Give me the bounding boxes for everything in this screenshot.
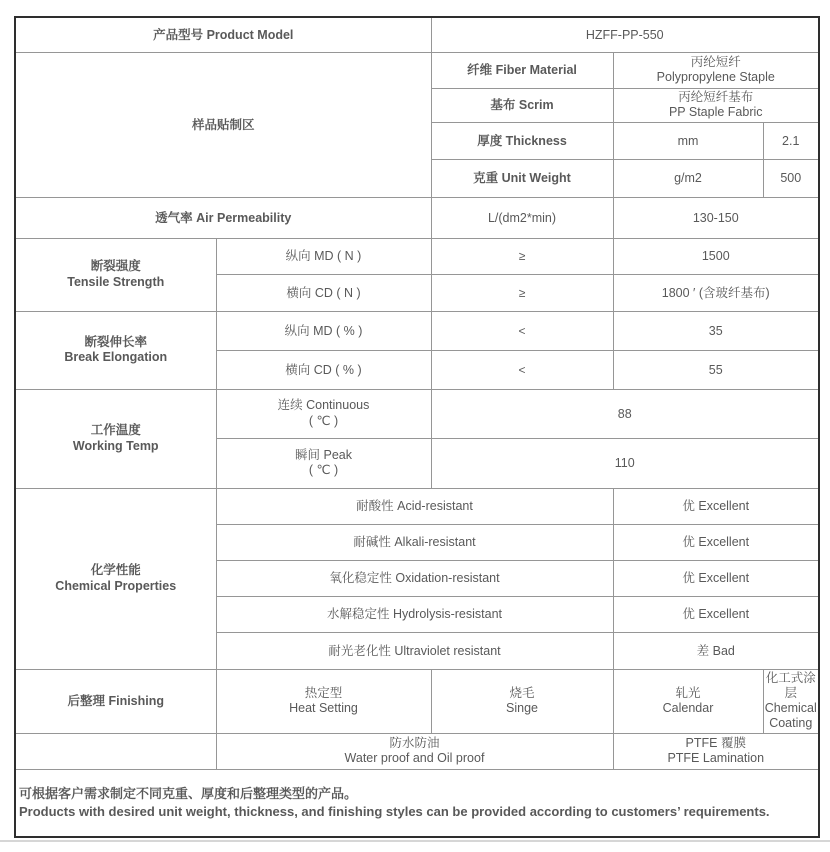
fiber-value bbox=[613, 52, 819, 88]
tensile-cd-operator: ≥ bbox=[431, 274, 613, 311]
break-elongation-header-cn: 断裂伸长率 bbox=[84, 334, 147, 349]
continuous-temp-label-cn: 连续 Continuous bbox=[277, 398, 370, 412]
continuous-temp-value: 88 bbox=[431, 389, 819, 438]
ptfe-lamination-en: PTFE Lamination bbox=[667, 751, 765, 765]
break-elongation-header-en: Break Elongation bbox=[64, 350, 168, 364]
ultraviolet-resistant-label: 耐光老化性 Ultraviolet resistant bbox=[216, 632, 613, 669]
finishing-singe-en: Singe bbox=[506, 701, 538, 715]
finishing-calendar-cn: 轧光 bbox=[675, 685, 701, 700]
tensile-cd-label: 横向 CD ( N ) bbox=[216, 274, 431, 311]
peak-temp-label bbox=[216, 438, 431, 488]
waterproof-en: Water proof and Oil proof bbox=[344, 751, 485, 765]
alkali-resistant-label: 耐碱性 Alkali-resistant bbox=[216, 524, 613, 560]
finishing-singe bbox=[431, 669, 613, 733]
scrim-value-cn: 丙纶短纤基布 bbox=[678, 89, 754, 104]
chemical-properties-header-en: Chemical Properties bbox=[55, 578, 177, 593]
tensile-strength-header bbox=[15, 238, 216, 311]
waterproof-cell bbox=[216, 733, 613, 769]
finishing-singe-cn: 烧毛 bbox=[509, 685, 535, 700]
bottom-divider bbox=[0, 840, 830, 842]
sample-area-cell: 样品贴制区 bbox=[15, 52, 431, 197]
oxidation-resistant-label: 氧化稳定性 Oxidation-resistant bbox=[216, 560, 613, 596]
ultraviolet-resistant-value: 差 Bad bbox=[613, 632, 819, 669]
scrim-value-en: PP Staple Fabric bbox=[668, 105, 763, 119]
elongation-cd-operator: < bbox=[431, 350, 613, 389]
unit-weight-value: 500 bbox=[763, 159, 819, 197]
peak-temp-label-cn: 瞬间 Peak bbox=[295, 447, 352, 462]
hydrolysis-resistant-value: 优 Excellent bbox=[613, 596, 819, 632]
tensile-cd-value: 1800 ′ (含玻纤基布) bbox=[613, 274, 819, 311]
continuous-temp-label bbox=[216, 389, 431, 438]
continuous-temp-label-unit: ( ℃ ) bbox=[308, 413, 339, 428]
hydrolysis-resistant-label: 水解稳定性 Hydrolysis-resistant bbox=[216, 596, 613, 632]
spec-sheet bbox=[14, 16, 820, 838]
thickness-unit: mm bbox=[613, 122, 763, 159]
elongation-md-operator: < bbox=[431, 311, 613, 350]
working-temp-header-cn: 工作温度 bbox=[90, 423, 141, 437]
scrim-label: 基布 Scrim bbox=[431, 88, 613, 122]
air-permeability-label: 透气率 Air Permeability bbox=[15, 197, 431, 238]
footer-note-en: Products with desired unit weight, thickness, and finishing styles can be provided according to customers’ requirements. bbox=[19, 803, 770, 819]
peak-temp-label-unit: ( ℃ ) bbox=[308, 463, 339, 477]
product-model-label: 产品型号 Product Model bbox=[15, 17, 431, 52]
finishing-calendar-en: Calendar bbox=[662, 701, 714, 715]
fiber-value-cn: 丙纶短纤 bbox=[690, 54, 741, 69]
unit-weight-unit: g/m2 bbox=[613, 159, 763, 197]
footer-note-cn: 可根据客户需求制定不同克重、厚度和后整理类型的产品。 bbox=[19, 786, 358, 802]
finishing-chemical-coating bbox=[763, 669, 819, 733]
finishing-header: 后整理 Finishing bbox=[15, 669, 216, 733]
product-model-value: HZFF-PP-550 bbox=[431, 17, 819, 52]
air-permeability-value: 130-150 bbox=[613, 197, 819, 238]
fiber-label: 纤维 Fiber Material bbox=[431, 52, 613, 88]
thickness-label: 厚度 Thickness bbox=[431, 122, 613, 159]
oxidation-resistant-value: 优 Excellent bbox=[613, 560, 819, 596]
chemical-properties-header-cn: 化学性能 bbox=[90, 563, 141, 577]
acid-resistant-label: 耐酸性 Acid-resistant bbox=[216, 488, 613, 524]
tensile-strength-header-cn: 断裂强度 bbox=[90, 259, 141, 273]
finishing-heat-setting-en: Heat Setting bbox=[289, 701, 358, 715]
elongation-md-value: 35 bbox=[613, 311, 819, 350]
elongation-cd-value: 55 bbox=[613, 350, 819, 389]
product-spec-table bbox=[14, 16, 820, 838]
finishing-calendar bbox=[613, 669, 763, 733]
waterproof-cn: 防水防油 bbox=[389, 735, 440, 750]
tensile-md-operator: ≥ bbox=[431, 238, 613, 274]
ptfe-lamination-cell bbox=[613, 733, 819, 769]
air-permeability-unit: L/(dm2*min) bbox=[431, 197, 613, 238]
peak-temp-value: 110 bbox=[431, 438, 819, 488]
finishing-empty-cell bbox=[15, 733, 216, 769]
ptfe-lamination-cn: PTFE 覆膜 bbox=[685, 735, 746, 750]
acid-resistant-value: 优 Excellent bbox=[613, 488, 819, 524]
finishing-heat-setting-cn: 热定型 bbox=[304, 685, 343, 700]
finishing-chemical-coating-en: Chemical Coating bbox=[764, 701, 817, 730]
chemical-properties-header bbox=[15, 488, 216, 669]
tensile-strength-header-en: Tensile Strength bbox=[67, 274, 165, 289]
scrim-value bbox=[613, 88, 819, 122]
fiber-value-en: Polypropylene Staple bbox=[656, 70, 775, 84]
tensile-md-label: 纵向 MD ( N ) bbox=[216, 238, 431, 274]
tensile-md-value: 1500 bbox=[613, 238, 819, 274]
elongation-md-label: 纵向 MD ( % ) bbox=[216, 311, 431, 350]
finishing-heat-setting bbox=[216, 669, 431, 733]
unit-weight-label: 克重 Unit Weight bbox=[431, 159, 613, 197]
elongation-cd-label: 横向 CD ( % ) bbox=[216, 350, 431, 389]
alkali-resistant-value: 优 Excellent bbox=[613, 524, 819, 560]
working-temp-header-en: Working Temp bbox=[72, 438, 159, 453]
footer-note bbox=[15, 769, 819, 837]
thickness-value: 2.1 bbox=[763, 122, 819, 159]
working-temp-header bbox=[15, 389, 216, 488]
finishing-chemical-coating-cn: 化工式涂层 bbox=[765, 671, 816, 700]
break-elongation-header bbox=[15, 311, 216, 389]
